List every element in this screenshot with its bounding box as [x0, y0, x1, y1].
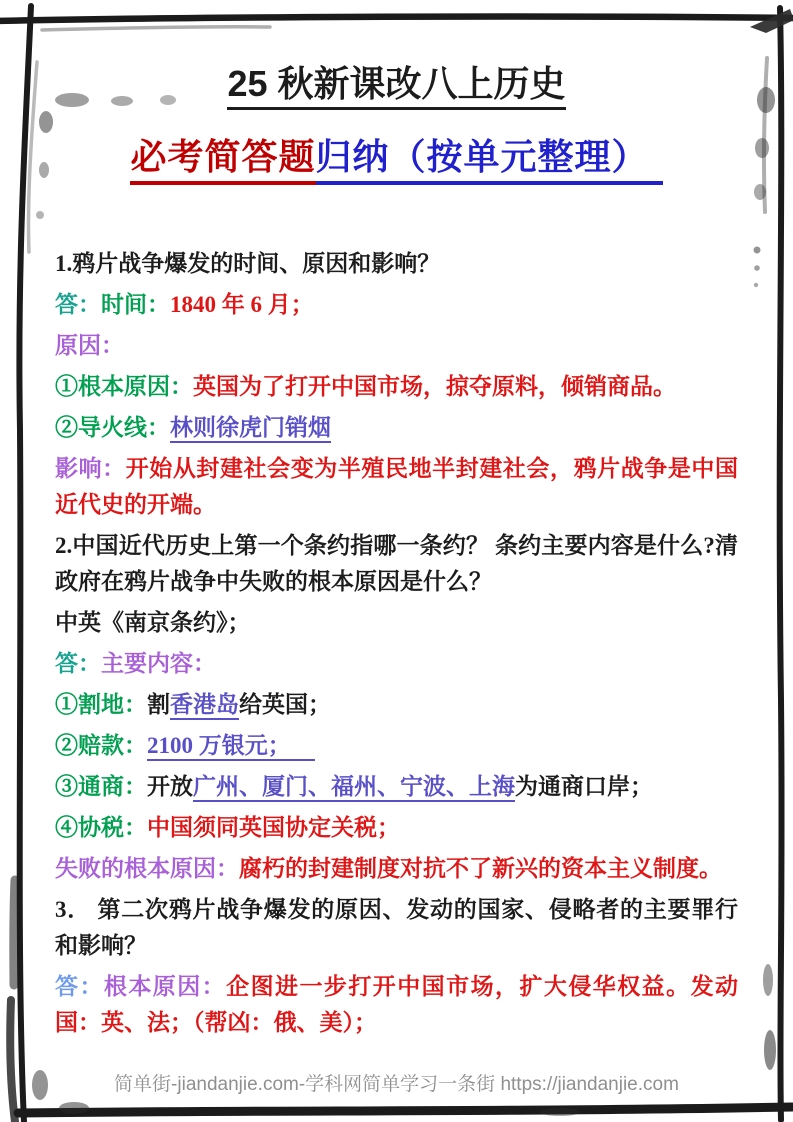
- subtitle-blue-part: 归纳（按单元整理）: [316, 136, 663, 185]
- text-segment: 企图进一步打开中国市场，扩大侵华权益。发动国：英、法；（帮凶：俄、美）；: [55, 974, 739, 1035]
- answer-line: [55, 969, 738, 1041]
- page-subtitle: [55, 129, 738, 180]
- text-segment: 时间：: [101, 292, 170, 317]
- text-segment: 中国须同英国协定关税；: [147, 815, 400, 840]
- text-segment: 失败的根本原因：: [55, 856, 239, 881]
- text-segment: 1840 年 6 月；: [170, 292, 314, 317]
- content-area: [55, 246, 738, 1041]
- answer-line: [55, 810, 738, 846]
- text-segment: 1.鸦片战争爆发的时间、原因和影响？: [55, 251, 441, 276]
- text-segment: 割: [147, 692, 170, 717]
- watermark-footer: 简单街-jiandanjie.com-学科网简单学习一条街 https://jiandanjie.com: [114, 1074, 679, 1095]
- text-segment: ③通商：: [55, 774, 147, 799]
- text-segment: 开始从封建社会变为半殖民地半封建社会，鸦片战争是中国近代史的开端。: [55, 456, 739, 517]
- answer-line: [55, 769, 738, 805]
- answer-line: [55, 451, 738, 523]
- text-segment: 香港岛: [170, 692, 239, 720]
- answer-line: [55, 687, 738, 723]
- answer-line: [55, 328, 738, 364]
- text-segment: 根本原因：: [103, 974, 227, 999]
- text-segment: 2.中国近代历史上第一个条约指哪一条约？ 条约主要内容是什么?清政府在鸦片战争中失败的根本原因是什么？: [55, 533, 738, 594]
- answer-line: [55, 728, 738, 764]
- text-segment: 开放: [147, 774, 193, 799]
- text-segment: ①根本原因：: [55, 374, 193, 399]
- answer-line: [55, 410, 738, 446]
- text-segment: 林则徐虎门销烟: [170, 415, 331, 443]
- text-segment: 原因：: [55, 333, 124, 358]
- page-title-text: 25 秋新课改八上历史: [227, 63, 565, 110]
- text-segment: ②导火线：: [55, 415, 170, 440]
- answer-line: [55, 851, 738, 887]
- question-line: [55, 892, 738, 964]
- subtitle-red-part: 必考简答题: [130, 136, 315, 185]
- text-segment: 给英国；: [239, 692, 331, 717]
- text-segment: ①割地：: [55, 692, 147, 717]
- text-segment: 中英《南京条约》；: [55, 610, 251, 635]
- answer-line: [55, 646, 738, 682]
- text-segment: 影响：: [55, 456, 126, 481]
- text-segment: 英国为了打开中国市场，掠夺原料，倾销商品。: [193, 374, 676, 399]
- text-segment: 答：: [55, 292, 101, 317]
- text-segment: 腐朽的封建制度对抗不了新兴的资本主义制度。: [239, 856, 722, 881]
- page-title: [55, 56, 738, 107]
- text-segment: 为通商口岸；: [515, 774, 653, 799]
- text-segment: 主要内容：: [101, 651, 216, 676]
- text-segment: 2100 万银元；: [147, 733, 315, 761]
- text-segment: ④协税：: [55, 815, 147, 840]
- text-segment: ②赔款：: [55, 733, 147, 758]
- answer-line: [55, 369, 738, 405]
- answer-line: [55, 605, 738, 641]
- text-segment: 广州、厦门、福州、宁波、上海: [193, 774, 515, 802]
- text-segment: 答：: [55, 651, 101, 676]
- text-segment: 3． 第二次鸦片战争爆发的原因、发动的国家、侵略者的主要罪行和影响？: [55, 897, 738, 958]
- question-line: [55, 246, 738, 282]
- question-line: [55, 528, 738, 600]
- answer-line: [55, 287, 738, 323]
- text-segment: 答：: [55, 974, 104, 999]
